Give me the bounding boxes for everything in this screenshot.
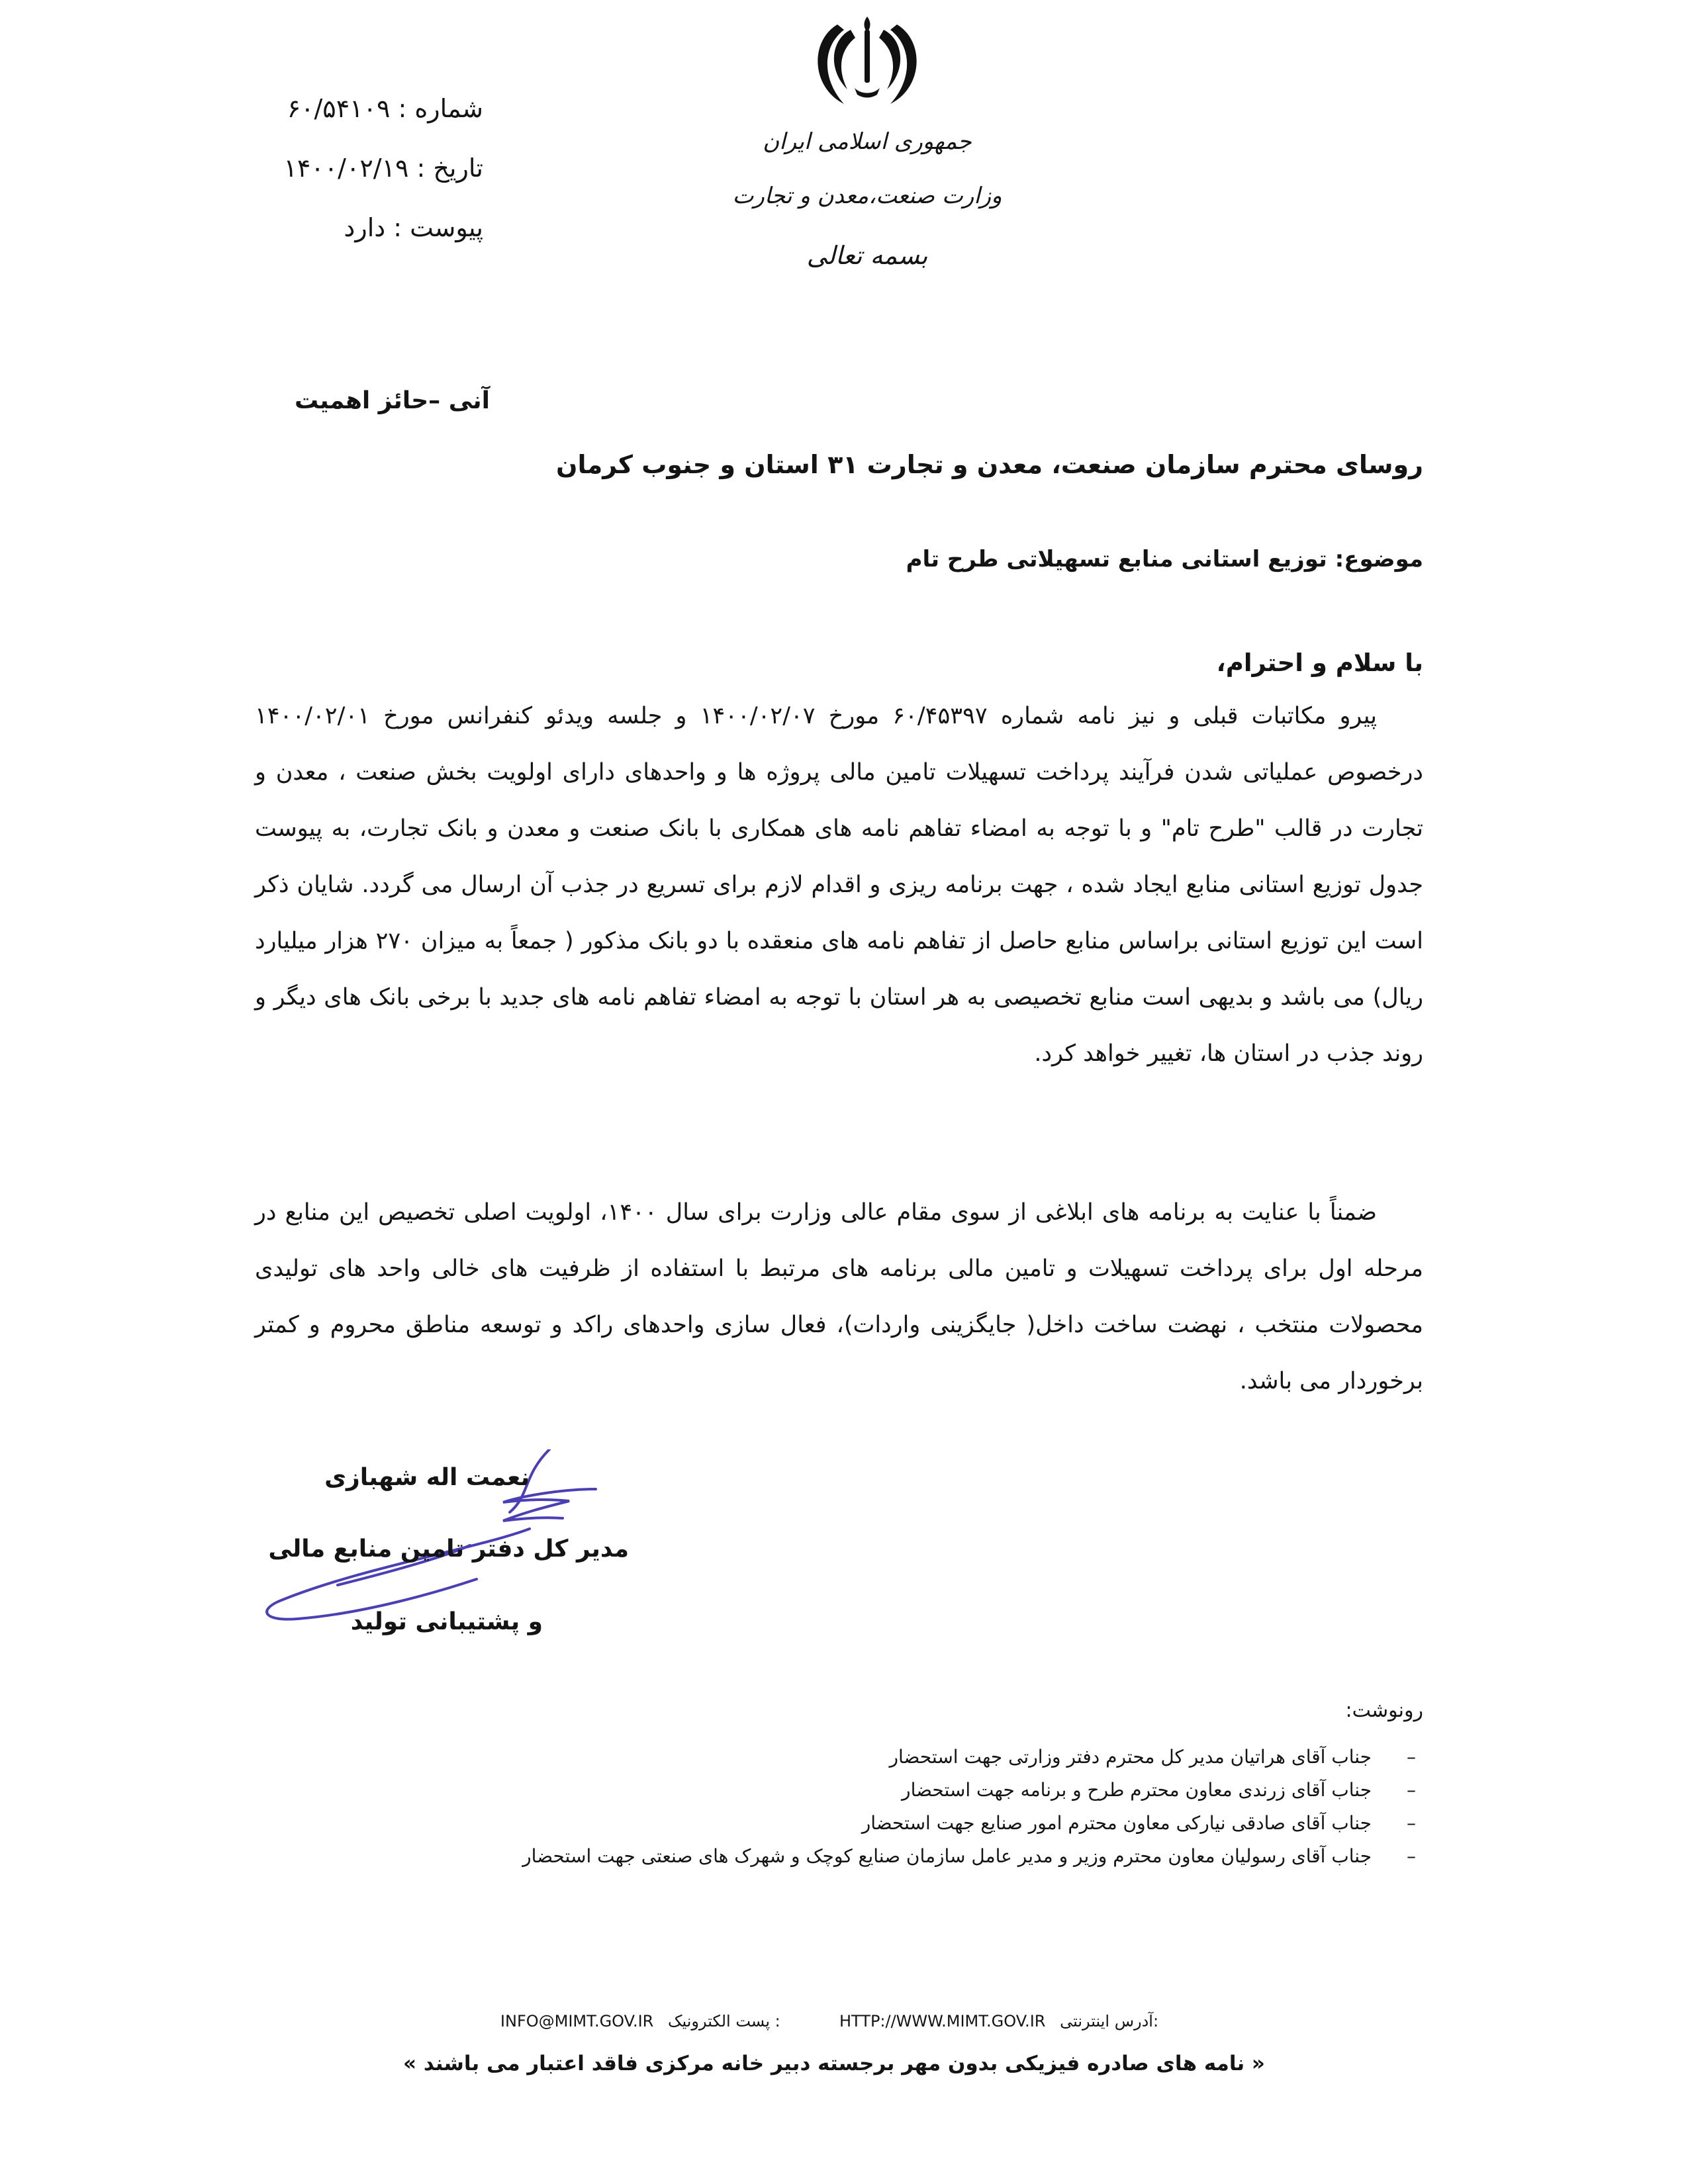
date-label: تاریخ : <box>416 154 483 183</box>
iran-emblem-icon <box>811 10 923 109</box>
signatory-title-2: و پشتیبانی تولید <box>350 1608 543 1635</box>
letter-attachment <box>139 212 483 244</box>
cc-item-text: جناب آقای رسولیان معاون محترم وزیر و مدیر عامل سازمان صنایع کوچک و شهرک های صنعتی جهت استحضار <box>522 1845 1372 1867</box>
footer-website[interactable]: HTTP://WWW.MIMT.GOV.IR <box>839 2012 1046 2030</box>
body-paragraph-1: پیرو مکاتبات قبلی و نیز نامه شماره ۶۰/۴۵۳۹۷ مورخ ۱۴۰۰/۰۲/۰۷ و جلسه ویدئو کنفرانس مورخ ۱۴۰۰/۰۲/۰۱ درخصوص عملیاتی شدن فرآیند پرداخت تسهیلات تامین مالی پروژه ها و واحدهای دارای اولویت بخش صنعت ، معدن و تجارت در قالب "طرح تام" و با توجه به امضاء تفاهم نامه های همکاری با بانک صنعت و معدن و بانک تجارت، به پیوست جدول توزیع استانی منابع ایجاد شده ، جهت برنامه ریزی و اقدام لازم برای تسریع در جذب آن ارسال می گردد. شایان ذکر است این توزیع استانی براساس منابع حاصل از تفاهم نامه های منعقده با دو بانک مذکور ( جمعاً به میزان ۲۷۰ هزار میلیارد ریال) می باشد و بدیهی است منابع تخصیصی به هر استان با توجه به امضاء تفاهم نامه های جدید با برخی بانک های دیگر و روند جذب در استان ها، تغییر خواهد کرد. <box>255 703 1423 1067</box>
cc-item <box>305 1741 1423 1774</box>
invocation: بسمه تعالی <box>806 241 928 270</box>
letter-date <box>139 152 483 184</box>
cc-item-text: جناب آقای صادقی نیارکی معاون محترم امور صنایع جهت استحضار <box>861 1812 1372 1834</box>
priority-label: آنی –حائز اهمیت <box>295 387 490 414</box>
letter-number <box>139 93 483 124</box>
signature-block <box>252 1449 649 1668</box>
letter-meta <box>139 93 483 244</box>
cc-item-text: جناب آقای زرندی معاون محترم طرح و برنامه جهت استحضار <box>902 1779 1372 1801</box>
cc-dash: – <box>1407 1746 1416 1768</box>
cc-label: رونوشت: <box>1345 1699 1423 1722</box>
footer-contact <box>371 2012 1297 2030</box>
emblem-caption-1: جمهوری اسلامی ایران <box>763 128 972 155</box>
cc-item <box>305 1840 1423 1873</box>
subject-line: موضوع: توزیع استانی منابع تسهیلاتی طرح تام <box>906 546 1423 572</box>
emblem-caption-2: وزارت صنعت،معدن و تجارت <box>732 183 1002 209</box>
ministry-header <box>728 10 1006 271</box>
recipient-line: روسای محترم سازمان صنعت، معدن و تجارت ۳۱ استان و جنوب کرمان <box>556 450 1423 479</box>
date-value: ۱۴۰۰/۰۲/۱۹ <box>283 154 409 183</box>
number-label: شماره : <box>398 94 483 123</box>
body-paragraph-2: ضمناً با عنایت به برنامه های ابلاغی از سوی مقام عالی وزارت برای سال ۱۴۰۰، اولویت اصلی تخصیص این منابع در مرحله اول برای پرداخت تسهیلات و تامین مالی برنامه های مرتبط با استفاده از ظرفیت های خالی واحد های تولیدی محصولات منتخب ، نهضت ساخت داخل( جایگزینی واردات)، فعال سازی واحدهای راکد و توسعه مناطق محروم و کمتر برخوردار می باشد. <box>255 1199 1423 1394</box>
cc-item <box>305 1807 1423 1840</box>
footer-note: « نامه های صادره فیزیکی بدون مهر برجسته دبیر خانه مرکزی فاقد اعتبار می باشند » <box>403 2052 1265 2075</box>
cc-dash: – <box>1407 1779 1416 1801</box>
cc-dash: – <box>1407 1812 1416 1834</box>
number-value: ۶۰/۵۴۱۰۹ <box>287 94 391 123</box>
cc-item <box>305 1774 1423 1807</box>
footer-email[interactable]: INFO@MIMT.GOV.IR <box>500 2012 654 2030</box>
signatory-name: نعمت اله شهبازی <box>324 1464 530 1491</box>
attachment-label: پیوست : <box>393 213 483 242</box>
signatory-title-1: مدیر کل دفتر تامین منابع مالی <box>268 1535 629 1563</box>
footer-email-label: پست الکترونیک : <box>668 2012 780 2030</box>
cc-section <box>305 1694 1423 1873</box>
footer-web-label: آدرس اینترنتی: <box>1060 2012 1159 2030</box>
cc-item-text: جناب آقای هراتیان مدیر کل محترم دفتر وزارتی جهت استحضار <box>889 1746 1372 1768</box>
greeting: با سلام و احترام، <box>1216 649 1423 677</box>
cc-dash: – <box>1407 1845 1416 1867</box>
attachment-value: دارد <box>344 213 386 242</box>
